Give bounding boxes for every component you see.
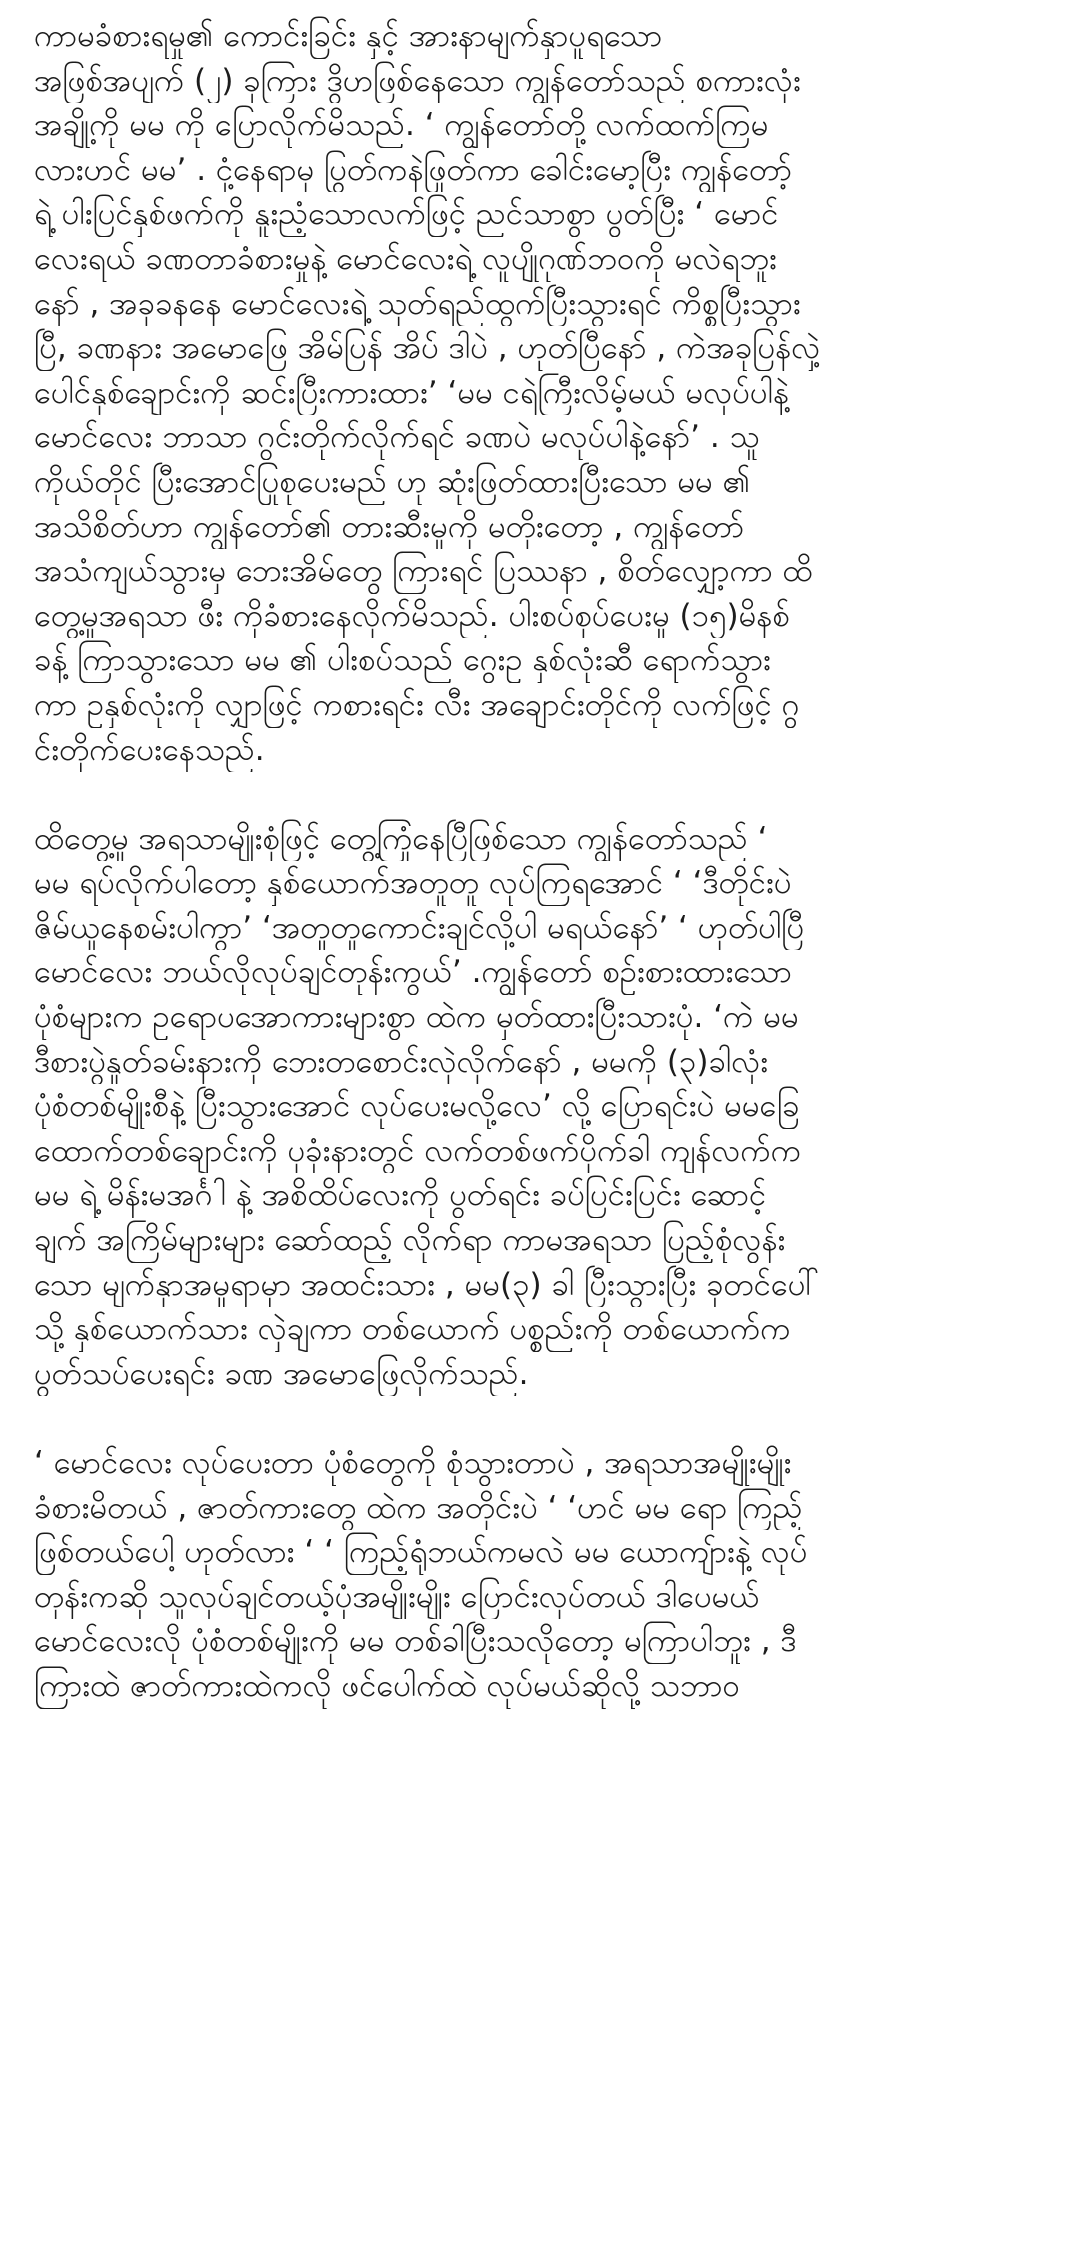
text-line: ပေါင်နှစ်ချောင်းကို ဆင်းပြီးကားထား’ ‘မမ ငရဲကြီးလိမ့်မယ် မလုပ်ပါနဲ့ xyxy=(34,374,790,411)
text-line: အသိစိတ်ဟာ ကျွန်တော်၏ တားဆီးမှုကို မတိုးတော့ , ကျွန်တော် xyxy=(34,508,745,545)
text-line: လေးရယ် ခဏတာခံစားမှုနဲ့ မောင်လေးရဲ့ လူပျိုဂုဏ်ဘဝကို မလဲရဘူး xyxy=(34,240,777,277)
text-line: လားဟင် မမ’ . ငုံ့နေရာမှ ပြွတ်ကနဲဖြုတ်ကာ ခေါင်းမော့ပြီး ကျွန်တော့် xyxy=(34,151,792,188)
text-line: မောင်လေးလို ပုံစံတစ်မျိုးကို မမ တစ်ခါပြီးသလိုတော့ မကြာပါဘူး , ဒီ xyxy=(34,1623,797,1660)
text-line: ထောက်တစ်ချောင်းကို ပုခုံးနားတွင် လက်တစ်ဖက်ပိုက်ခါ ကျန်လက်က xyxy=(34,1132,802,1169)
text-line: ပုံစံတစ်မျိုးစီနဲ့ ပြီးသွားအောင် လုပ်ပေးမလို့လေ’ လို့ ပြောရင်းပဲ မမခြေ xyxy=(34,1088,800,1125)
text-line: မောင်လေး ဘယ်လိုလုပ်ချင်တုန်းကွယ်’ .ကျွန်တော် စဉ်းစားထားသော xyxy=(34,954,792,991)
text-line: အသံကျယ်သွားမှ ဘေးအိမ်တွေ ကြားရင် ပြဿနာ , စိတ်လျှော့ကာ ထိ xyxy=(34,553,813,590)
paragraph-3 xyxy=(34,1441,1046,1709)
text-line: အချို့ကို မမ ကို ပြောလိုက်မိသည်. ‘ ကျွန်တော်တို့ လက်ထက်ကြမ xyxy=(34,107,769,144)
text-line: ခံစားမိတယ် , ဇာတ်ကားတွေ ထဲက အတိုင်းပဲ ‘ ‘ဟင် မမ ရော ကြည့် xyxy=(34,1489,803,1526)
paragraph-2 xyxy=(34,817,1046,1397)
text-line: ကာ ဥနှစ်လုံးကို လျှာဖြင့် ကစားရင်း လီး အချောင်းတိုင်ကို လက်ဖြင့် ဂွ xyxy=(34,686,800,723)
text-line: င်းတိုက်ပေးနေသည်. xyxy=(34,731,265,768)
text-line: အဖြစ်အပျက် (၂) ခုကြား ဒွိဟဖြစ်နေသော ကျွန်တော်သည် စကားလုံး xyxy=(34,62,801,99)
text-line: ပုံစံများက ဥရောပအောကားများစွာ ထဲက မှတ်ထားပြီးသားပုံ. ‘ကဲ မမ xyxy=(34,999,799,1036)
text-line: ဒီစားပွဲနှုတ်ခမ်းနားကို ဘေးတစောင်းလှဲလိုက်နော် , မမကို (၃)ခါလုံး xyxy=(34,1043,769,1080)
text-line: သော မျက်နှာအမူရာမှာ အထင်းသား , မမ(၃) ခါ ပြီးသွားပြီး ခုတင်ပေါ် xyxy=(34,1266,820,1303)
text-line: ထိတွေ့မှု အရသာမျိုးစုံဖြင့် တွေ့ကြုံနေပြီဖြစ်သော ကျွန်တော်သည် ‘ xyxy=(34,820,768,857)
text-line: ကာမခံစားရမှု၏ ကောင်းခြင်း နှင့် အားနာမျက်နှာပူရသော xyxy=(34,18,663,54)
text-line: ရဲ့ ပါးပြင်နှစ်ဖက်ကို နူးညံ့သောလက်ဖြင့် ညင်သာစွာ ပွတ်ပြီး ‘ မောင် xyxy=(34,196,779,233)
text-line: ‘ မောင်လေး လုပ်ပေးတာ ပုံစံတွေကို စုံသွားတာပဲ , အရသာအမျိုးမျိုး xyxy=(34,1445,792,1481)
text-line: ချက် အကြိမ်များများ ဆော်ထည့် လိုက်ရာ ကာမအရသာ ပြည့်စုံလွန်း xyxy=(34,1222,786,1259)
text-line: မောင်လေး ဘာသာ ဂွင်းတိုက်လိုက်ရင် ခဏပဲ မလုပ်ပါနဲ့နော်’ . သူ xyxy=(34,419,760,456)
text-line: ဇိမ်ယူနေစမ်းပါကွာ’ ‘အတူတူကောင်းချင်လို့ပါ မရယ်နော်’ ‘ ဟုတ်ပါပြီ xyxy=(34,909,805,946)
paragraph-1 xyxy=(34,14,1046,772)
paragraph-spacer xyxy=(34,772,1046,817)
text-line: ပွတ်သပ်ပေးရင်း ခဏ အမောဖြေလိုက်သည်. xyxy=(34,1355,529,1392)
text-line: ဖြစ်တယ်ပေါ့ ဟုတ်လား ‘ ‘ ကြည့်ရုံဘယ်ကမလဲ မမ ယောကျ်ားနဲ့ လုပ် xyxy=(34,1534,808,1571)
text-line: တုန်းကဆို သူလုပ်ချင်တယ့်ပုံအမျိုးမျိုး ပြောင်းလုပ်တယ် ဒါပေမယ် xyxy=(34,1578,760,1615)
text-line: ပြီ, ခဏနား အမောဖြေ အိမ်ပြန် အိပ် ဒါပဲ , ဟုတ်ပြီနော် , ကဲအခုပြန်လှဲ့ xyxy=(34,330,821,367)
text-line: သို့ နှစ်ယောက်သား လှဲချကာ တစ်ယောက် ပစ္စည်းကို တစ်ယောက်က xyxy=(34,1311,791,1348)
text-line: ကြားထဲ ဇာတ်ကားထဲကလို ဖင်ပေါက်ထဲ လုပ်မယ်ဆိုလို့ သဘာဝ xyxy=(34,1667,740,1704)
text-line: မမ ရပ်လိုက်ပါတော့ နှစ်ယောက်အတူတူ လုပ်ကြရအောင် ‘ ‘ဒီတိုင်းပဲ xyxy=(34,865,792,902)
text-line: တွေ့မှုအရသာ ဖီး ကိုခံစားနေလိုက်မိသည်. ပါးစပ်စုပ်ပေးမှု (၁၅)မိနစ် xyxy=(34,597,790,634)
text-line: ကိုယ်တိုင် ပြီးအောင်ပြုစုပေးမည် ဟု ဆုံးဖြတ်ထားပြီးသော မမ ၏ xyxy=(34,463,751,500)
text-line: မမ ရဲ့ မိန်းမအင်္ဂါ နဲ့ အစိထိပ်လေးကို ပွတ်ရင်း ခပ်ပြင်းပြင်း ဆောင့် xyxy=(34,1177,767,1214)
paragraph-spacer xyxy=(34,1396,1046,1441)
text-line: ခန့် ကြာသွားသော မမ ၏ ပါးစပ်သည် ဂွေးဥ နှစ်လုံးဆီ ရောက်သွား xyxy=(34,642,771,679)
text-line: နော် , အခုခနနေ မောင်လေးရဲ့ သုတ်ရည်ထွက်ပြီးသွားရင် ကိစ္စပြီးသွား xyxy=(34,285,801,322)
